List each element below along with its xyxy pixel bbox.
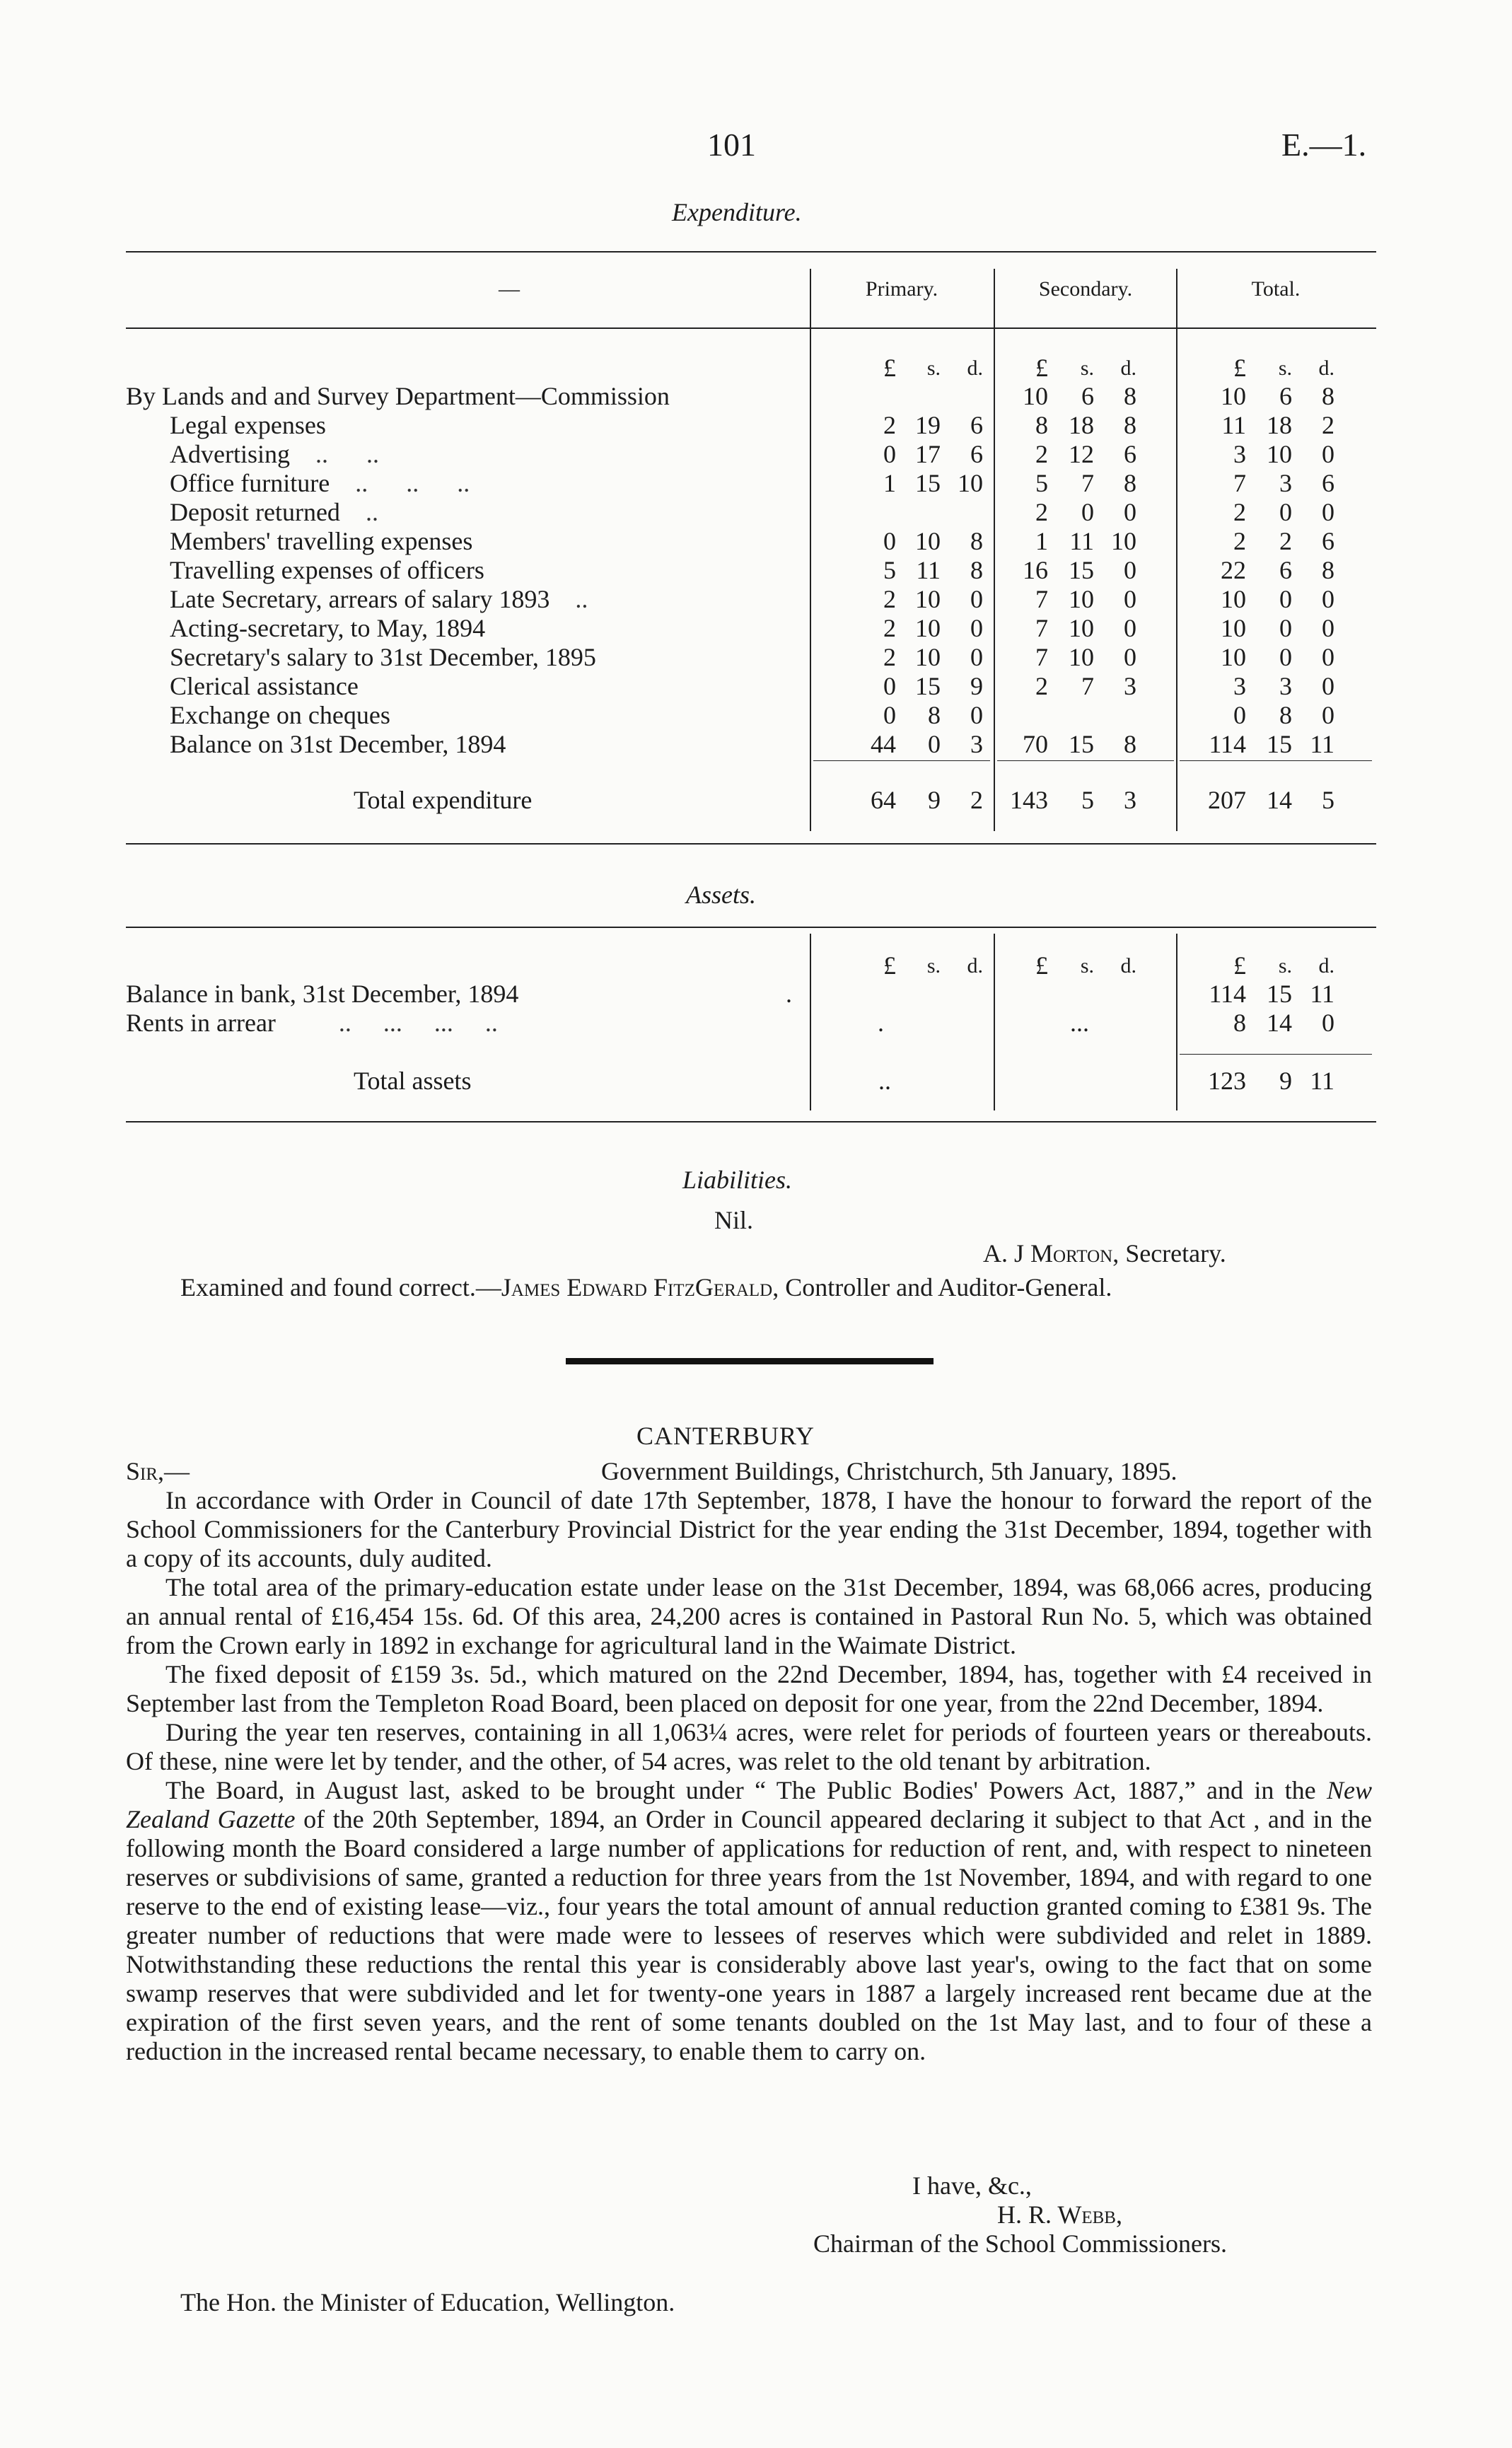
expenditure-primary-shillings: 8 <box>928 701 941 729</box>
expenditure-primary-shillings: 19 <box>915 411 941 439</box>
column-header-secondary: Secondary. <box>1038 277 1133 301</box>
expenditure-row-label-text: Travelling expenses of officers <box>170 556 484 584</box>
expenditure-secondary-shillings: 15 <box>1069 730 1094 758</box>
unit-pence: d. <box>967 356 983 380</box>
letter-paragraph: The total area of the primary-education estate under lease on the 31st December, 1894, was 68,066 acres, producing an annual rental of £16,454 15s. 6d. Of this area, 24,200 acres is contained in Pastoral Run No. 5, which was obtained from the Crown early in 1892 in exchange for agricultural land in the Waimate District. <box>126 1573 1372 1659</box>
expenditure-total-pounds: 10 <box>1221 382 1246 410</box>
asset-row-total-pounds: 8 <box>1233 1009 1246 1037</box>
column-header-total: Total. <box>1251 277 1301 301</box>
expenditure-total-shillings: 3 <box>1279 672 1292 700</box>
expenditure-secondary-shillings: 6 <box>1081 382 1094 410</box>
expenditure-row-label-text: Secretary's salary to 31st December, 1895 <box>170 643 596 671</box>
expenditure-total-pence: 0 <box>1322 440 1334 468</box>
total-assets-pounds: 123 <box>1208 1067 1246 1095</box>
expenditure-total-pounds: 3 <box>1233 672 1246 700</box>
expenditure-secondary-pounds: 1 <box>1035 527 1048 555</box>
asset-row-total-pence: 0 <box>1322 1009 1334 1037</box>
assets-col-divider-1 <box>810 934 811 1110</box>
unit-pounds: £ <box>883 354 896 382</box>
letter-address: Government Buildings, Christchurch, 5th January, 1895. <box>601 1457 1177 1485</box>
total-sum-rule <box>1180 760 1372 761</box>
expenditure-secondary-pence: 0 <box>1124 556 1136 584</box>
expenditure-total-shillings: 0 <box>1279 585 1292 613</box>
expenditure-secondary-pounds: 16 <box>1023 556 1048 584</box>
expenditure-secondary-pounds: 7 <box>1035 585 1048 613</box>
expenditure-row-label-text: Clerical assistance <box>170 672 359 700</box>
expenditure-total-pounds: 10 <box>1221 643 1246 671</box>
letter-paragraph-part: The Board, in August last, asked to be brought under “ The Public Bodies' Powers Act, 1887,” and in the <box>165 1776 1327 1804</box>
auditor-role: , Controller and Auditor-General. <box>772 1273 1112 1301</box>
expenditure-total-total-pounds: 207 <box>1208 786 1246 814</box>
expenditure-secondary-pounds: 2 <box>1035 672 1048 700</box>
expenditure-primary-pounds: 2 <box>883 614 896 642</box>
expenditure-row-label-text: Office furniture <box>170 469 330 497</box>
unit-pence: d. <box>1120 356 1136 380</box>
expenditure-row-label <box>170 556 484 585</box>
asset-row-primary: . <box>786 980 792 1008</box>
expenditure-total-shillings: 8 <box>1279 701 1292 729</box>
expenditure-total-secondary-pence: 3 <box>1124 786 1136 814</box>
total-assets-primary: .. <box>878 1067 891 1095</box>
asset-row-total-pounds: 114 <box>1209 980 1246 1008</box>
expenditure-secondary-pence: 0 <box>1124 614 1136 642</box>
expenditure-primary-pounds: 2 <box>883 411 896 439</box>
auditor-name: James Edward FitzGerald <box>501 1273 773 1301</box>
column-header-primary: Primary. <box>865 277 938 301</box>
unit-shillings: s. <box>1278 356 1292 380</box>
expenditure-secondary-pence: 3 <box>1124 672 1136 700</box>
total-assets-pence: 11 <box>1310 1067 1334 1095</box>
expenditure-secondary-pence: 8 <box>1124 469 1136 497</box>
expenditure-total-pence: 0 <box>1322 585 1334 613</box>
expenditure-primary-shillings: 10 <box>915 527 941 555</box>
asset-row-total-shillings: 14 <box>1267 1009 1292 1037</box>
primary-sum-rule <box>813 760 990 761</box>
expenditure-primary-pounds: 44 <box>871 730 896 758</box>
expenditure-primary-shillings: 10 <box>915 643 941 671</box>
expenditure-total-secondary-shillings: 5 <box>1081 786 1094 814</box>
expenditure-total-pence: 6 <box>1322 469 1334 497</box>
expenditure-primary-shillings: 17 <box>915 440 941 468</box>
col-divider-2 <box>994 269 995 831</box>
expenditure-total-pounds: 2 <box>1233 527 1246 555</box>
assets-sum-rule <box>1180 1054 1372 1055</box>
expenditure-row-label <box>170 527 472 556</box>
expenditure-secondary-pence: 0 <box>1124 585 1136 613</box>
expenditure-row-label <box>170 469 470 498</box>
expenditure-total-pounds: 2 <box>1233 498 1246 526</box>
expenditure-total-shillings: 0 <box>1279 614 1292 642</box>
letter-paragraph: The fixed deposit of £159 3s. 5d., which matured on the 22nd December, 1894, has, together with £4 received in September last from the Templeton Road Board, been placed on deposit for one year, from the 22nd December, 1894. <box>126 1660 1372 1717</box>
expenditure-primary-pence: 0 <box>970 585 983 613</box>
expenditure-primary-shillings: 15 <box>915 469 941 497</box>
assets-unit-shillings: s. <box>926 954 941 978</box>
assets-unit-pounds: £ <box>1035 951 1048 980</box>
expenditure-secondary-shillings: 11 <box>1069 527 1094 555</box>
expenditure-secondary-shillings: 7 <box>1081 469 1094 497</box>
expenditure-secondary-pounds: 5 <box>1035 469 1048 497</box>
expenditure-primary-pounds: 5 <box>883 556 896 584</box>
expenditure-primary-pounds: 0 <box>883 527 896 555</box>
expenditure-total-shillings: 0 <box>1279 498 1292 526</box>
expenditure-total-total-shillings: 14 <box>1267 786 1292 814</box>
assets-col-divider-3 <box>1176 934 1177 1110</box>
column-header-label: — <box>499 277 520 301</box>
expenditure-primary-pounds: 0 <box>883 440 896 468</box>
expenditure-primary-pence: 10 <box>958 469 983 497</box>
expenditure-row-label-text: By Lands and and Survey Department—Commission <box>126 382 670 410</box>
expenditure-secondary-pence: 10 <box>1111 527 1136 555</box>
expenditure-total-shillings: 0 <box>1279 643 1292 671</box>
expenditure-secondary-pounds: 7 <box>1035 643 1048 671</box>
expenditure-total-pence: 8 <box>1322 382 1334 410</box>
expenditure-row-label <box>170 498 378 527</box>
expenditure-row-label <box>126 382 670 411</box>
expenditure-primary-pence: 6 <box>970 440 983 468</box>
signer-role: Chairman of the School Commissioners. <box>813 2229 1227 2258</box>
assets-unit-shillings: s. <box>1080 954 1094 978</box>
col-divider-1 <box>810 269 811 831</box>
letter-body <box>126 1486 1372 2066</box>
unit-shillings: s. <box>926 356 941 380</box>
expenditure-row-label <box>170 672 359 701</box>
expenditure-row-label-text: Legal expenses <box>170 411 326 439</box>
expenditure-secondary-shillings: 10 <box>1069 643 1094 671</box>
expenditure-secondary-pence: 6 <box>1124 440 1136 468</box>
expenditure-primary-shillings: 10 <box>915 614 941 642</box>
assets-unit-pence: d. <box>967 954 983 978</box>
page-number: 101 <box>707 127 756 163</box>
expenditure-total-shillings: 15 <box>1267 730 1292 758</box>
expenditure-primary-pence: 9 <box>970 672 983 700</box>
expenditure-secondary-pounds: 70 <box>1023 730 1048 758</box>
liabilities-title: Liabilities. <box>682 1166 793 1194</box>
salutation: Sir,— <box>126 1457 190 1485</box>
expenditure-primary-shillings: 15 <box>915 672 941 700</box>
gazette-title: New Zealand Gazette <box>126 1776 1372 1833</box>
expenditure-total-primary-pounds: 64 <box>871 786 896 814</box>
expenditure-primary-pounds: 2 <box>883 585 896 613</box>
expenditure-total-pounds: 22 <box>1221 556 1246 584</box>
asset-row-total-shillings: 15 <box>1267 980 1292 1008</box>
leader-dots: .. ... ... .. <box>332 1009 498 1037</box>
expenditure-secondary-shillings: 7 <box>1081 672 1094 700</box>
expenditure-primary-pence: 0 <box>970 643 983 671</box>
expenditure-secondary-shillings: 15 <box>1069 556 1094 584</box>
expenditure-primary-pounds: 1 <box>883 469 896 497</box>
expenditure-secondary-pounds: 2 <box>1035 440 1048 468</box>
expenditure-row-label <box>170 614 485 643</box>
expenditure-primary-pounds: 0 <box>883 701 896 729</box>
asset-row-label-text: Rents in arrear <box>126 1009 276 1037</box>
expenditure-total-pence: 0 <box>1322 701 1334 729</box>
expenditure-title: Expenditure. <box>672 198 802 226</box>
expenditure-secondary-pence: 0 <box>1124 498 1136 526</box>
expenditure-total-pounds: 0 <box>1233 701 1246 729</box>
secretary-initials: A. J <box>983 1239 1025 1267</box>
expenditure-secondary-pence: 0 <box>1124 643 1136 671</box>
auditor-line <box>180 1273 1112 1302</box>
total-expenditure-label: Total expenditure <box>354 786 533 814</box>
assets-unit-pence: d. <box>1318 954 1334 978</box>
letter-paragraph: During the year ten reserves, containing in all 1,063¼ acres, were relet for periods of fourteen years or thereabouts. Of these, nine were let by tender, and the other, of 54 acres, was relet to the old tenant by arbitration. <box>126 1718 1372 1775</box>
leader-dots: .. <box>549 585 588 613</box>
assets-bottom-rule <box>126 1121 1376 1123</box>
expenditure-total-pence: 6 <box>1322 527 1334 555</box>
expenditure-total-total-pence: 5 <box>1322 786 1334 814</box>
leader-dots: .. <box>339 498 378 526</box>
expenditure-total-pence: 0 <box>1322 643 1334 671</box>
expenditure-row-label-text: Exchange on cheques <box>170 701 390 729</box>
secretary-role: , Secretary. <box>1112 1239 1226 1267</box>
expenditure-total-primary-pence: 2 <box>970 786 983 814</box>
section-separator <box>566 1358 934 1364</box>
expenditure-total-shillings: 6 <box>1279 556 1292 584</box>
expenditure-row-label-text: Advertising <box>170 440 290 468</box>
expenditure-secondary-pounds: 8 <box>1035 411 1048 439</box>
expenditure-secondary-shillings: 12 <box>1069 440 1094 468</box>
expenditure-secondary-pounds: 7 <box>1035 614 1048 642</box>
expenditure-row-label <box>170 701 390 730</box>
expenditure-primary-pence: 0 <box>970 614 983 642</box>
letter-paragraph <box>126 1776 1372 2066</box>
expenditure-primary-shillings: 0 <box>928 730 941 758</box>
expenditure-row-label <box>170 730 506 759</box>
unit-shillings: s. <box>1080 356 1094 380</box>
secretary-name: Morton <box>1030 1239 1113 1267</box>
expenditure-row-label-text: Acting-secretary, to May, 1894 <box>170 614 486 642</box>
expenditure-total-secondary-pounds: 143 <box>1010 786 1048 814</box>
expenditure-total-primary-shillings: 9 <box>928 786 941 814</box>
expenditure-bottom-rule <box>126 843 1376 845</box>
leader-dots: .. .. .. <box>330 469 470 497</box>
expenditure-total-pounds: 10 <box>1221 614 1246 642</box>
assets-unit-pounds: £ <box>1233 951 1246 980</box>
expenditure-primary-pence: 3 <box>970 730 983 758</box>
expenditure-row-label <box>170 411 326 440</box>
expenditure-secondary-pence: 8 <box>1124 730 1136 758</box>
expenditure-primary-pence: 8 <box>970 527 983 555</box>
expenditure-header-rule <box>126 327 1376 329</box>
expenditure-secondary-shillings: 0 <box>1081 498 1094 526</box>
assets-top-rule <box>126 927 1376 928</box>
expenditure-row-label-text: Members' travelling expenses <box>170 527 473 555</box>
expenditure-secondary-pounds: 10 <box>1023 382 1048 410</box>
letter-paragraph: In accordance with Order in Council of date 17th September, 1878, I have the honour to forward the report of the School Commissioners for the Canterbury Provincial District for the year ending the 31st December, 1894, together with a copy of its accounts, duly audited. <box>126 1486 1372 1572</box>
document-code: E.—1. <box>1281 127 1367 163</box>
examined-lead: Examined and found correct.— <box>180 1273 501 1301</box>
expenditure-row-label <box>170 585 588 614</box>
expenditure-primary-pence: 0 <box>970 701 983 729</box>
asset-row-primary: . <box>878 1009 884 1037</box>
canterbury-heading: CANTERBURY <box>636 1422 815 1450</box>
expenditure-row-label <box>170 643 596 672</box>
addressee: The Hon. the Minister of Education, Wellington. <box>180 2288 675 2316</box>
expenditure-primary-shillings: 10 <box>915 585 941 613</box>
expenditure-total-pounds: 7 <box>1233 469 1246 497</box>
asset-row-label: Balance in bank, 31st December, 1894 <box>126 980 519 1008</box>
unit-pounds: £ <box>1035 354 1048 382</box>
assets-title: Assets. <box>686 881 756 909</box>
expenditure-secondary-pence: 8 <box>1124 382 1136 410</box>
expenditure-total-shillings: 18 <box>1267 411 1292 439</box>
assets-unit-pence: d. <box>1120 954 1136 978</box>
expenditure-secondary-shillings: 10 <box>1069 614 1094 642</box>
secretary-signature <box>983 1239 1226 1268</box>
expenditure-total-shillings: 3 <box>1279 469 1292 497</box>
closing: I have, &c., <box>912 2171 1032 2200</box>
assets-unit-pounds: £ <box>883 951 896 980</box>
asset-row-label <box>126 1009 498 1038</box>
leader-dots: .. .. <box>289 440 379 468</box>
total-assets-label: Total assets <box>354 1067 472 1095</box>
expenditure-primary-shillings: 11 <box>916 556 941 584</box>
unit-pence: d. <box>1318 356 1334 380</box>
expenditure-total-shillings: 10 <box>1267 440 1292 468</box>
secondary-sum-rule <box>997 760 1174 761</box>
liabilities-value: Nil. <box>714 1206 754 1234</box>
expenditure-primary-pence: 8 <box>970 556 983 584</box>
expenditure-primary-pounds: 2 <box>883 643 896 671</box>
expenditure-total-pence: 2 <box>1322 411 1334 439</box>
expenditure-row-label <box>170 440 379 469</box>
expenditure-total-pounds: 10 <box>1221 585 1246 613</box>
expenditure-total-pence: 0 <box>1322 614 1334 642</box>
letter-paragraph-part: of the 20th September, 1894, an Order in Council appeared declaring it subject to that Act , and in the following month the Board considered a large number of applications for reduction of rent, and, with respect to nineteen reserves or subdivisions of same, granted a reduction for three years from the 1st November, 1894, and with regard to one reserve to the end of existing lease—viz., four years the total amount of annual reduction granted coming to £381 9s. The greater number of reductions that were made were to lessees of reserves which were subdivided and relet in 1889. Notwithstanding these reductions the rental this year is considerably above last year's, owing to the fact that on some swamp reserves that were subdivided and let for twenty-one years in 1887 a largely increased rent became due at the expiration of the first seven years, and the rent of some tenants doubled on the 1st May last, and to four of these a reduction in the increased rental became necessary, to enable them to carry on. <box>126 1805 1372 2065</box>
asset-row-secondary: ... <box>1070 1009 1089 1037</box>
assets-unit-shillings: s. <box>1278 954 1292 978</box>
expenditure-total-pounds: 11 <box>1221 411 1246 439</box>
expenditure-total-pence: 0 <box>1322 498 1334 526</box>
expenditure-primary-pounds: 0 <box>883 672 896 700</box>
expenditure-primary-pence: 6 <box>970 411 983 439</box>
expenditure-row-label-text: Deposit returned <box>170 498 340 526</box>
expenditure-total-pence: 11 <box>1310 730 1334 758</box>
expenditure-total-shillings: 6 <box>1279 382 1292 410</box>
expenditure-secondary-shillings: 10 <box>1069 585 1094 613</box>
expenditure-total-pounds: 3 <box>1233 440 1246 468</box>
expenditure-secondary-pence: 8 <box>1124 411 1136 439</box>
expenditure-total-shillings: 2 <box>1279 527 1292 555</box>
expenditure-top-rule <box>126 251 1376 253</box>
expenditure-total-pounds: 114 <box>1209 730 1246 758</box>
expenditure-total-pence: 0 <box>1322 672 1334 700</box>
col-divider-3 <box>1176 269 1177 831</box>
asset-row-total-pence: 11 <box>1310 980 1334 1008</box>
expenditure-total-pence: 8 <box>1322 556 1334 584</box>
signer-name: H. R. Webb, <box>997 2200 1122 2229</box>
expenditure-secondary-shillings: 18 <box>1069 411 1094 439</box>
assets-col-divider-2 <box>994 934 995 1110</box>
total-assets-shillings: 9 <box>1279 1067 1292 1095</box>
expenditure-row-label-text: Late Secretary, arrears of salary 1893 <box>170 585 550 613</box>
expenditure-row-label-text: Balance on 31st December, 1894 <box>170 730 506 758</box>
unit-pounds: £ <box>1233 354 1246 382</box>
expenditure-secondary-pounds: 2 <box>1035 498 1048 526</box>
